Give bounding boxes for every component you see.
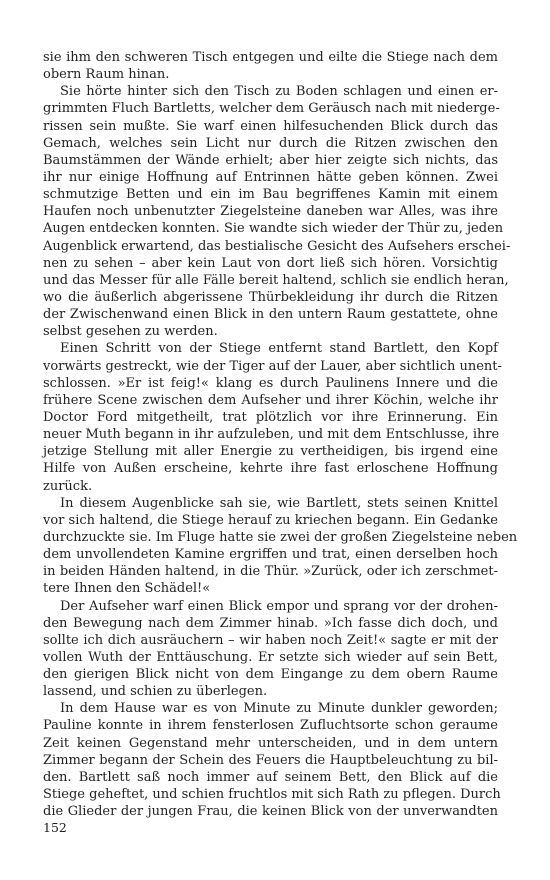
page-number: 152 bbox=[43, 820, 67, 835]
text-line: grimmten Fluch Bartletts, welcher dem Geräusch nach mit niederge- bbox=[43, 101, 500, 117]
text-line: Einen Schritt von der Stiege entfernt stand Bartlett, den Kopf bbox=[60, 341, 498, 357]
text-line: durchzuckte sie. Im Fluge hatte sie zwei der großen Ziegelsteine neben bbox=[43, 529, 518, 545]
text-line: Sie hörte hinter sich den Tisch zu Boden schlagen und einen er- bbox=[60, 84, 498, 100]
text-line: Pauline konnte in ihrem fensterlosen Zufluchtsorte schon geraume bbox=[43, 718, 498, 734]
text-line: In dem Hause war es von Minute zu Minute dunkler geworden; bbox=[60, 701, 498, 717]
text-line: wo die äußerlich abgerissene Thürbekleidung ihr durch die Ritzen bbox=[43, 289, 498, 305]
text-line: schmutzige Betten und ein im Bau begriffenes Kamin mit einem bbox=[43, 187, 498, 203]
text-line: und das Messer für alle Fälle bereit haltend, schlich sie endlich heran, bbox=[43, 272, 509, 288]
text-line: ihr nur einige Hoffnung auf Entrinnen hätte geben können. Zwei bbox=[43, 169, 498, 185]
text-line: zurück. bbox=[43, 478, 93, 494]
text-line: Augenblick erwartend, das bestialische Gesicht des Aufsehers erschei- bbox=[43, 238, 511, 254]
text-line: die Glieder der jungen Frau, die keinen Blick von der unverwandten bbox=[43, 804, 498, 820]
text-line: Stiege geheftet, und schien fruchtlos mit sich Rath zu pflegen. Durch bbox=[43, 787, 501, 803]
text-line: rissen sein mußte. Sie warf einen hilfesuchenden Blick durch das bbox=[43, 118, 498, 134]
text-line: frühere Scene zwischen dem Aufseher und ihrer Köchin, welche ihr bbox=[43, 392, 498, 408]
text-line: den gierigen Blick nicht von dem Eingange zu dem obern Raume bbox=[43, 667, 498, 683]
text-line: lassend, und schien zu überlegen. bbox=[43, 684, 268, 700]
text-line: schlossen. »Er ist feig!« klang es durch Paulinens Innere und die bbox=[43, 375, 498, 391]
text-line: den. Bartlett saß noch immer auf seinem Bett, den Blick auf die bbox=[43, 769, 498, 785]
text-line: Zimmer begann der Schein des Feuers die Hauptbeleuchtung zu bil- bbox=[43, 752, 498, 768]
text-line: In diesem Augenblicke sah sie, wie Bartlett, stets seinen Knittel bbox=[60, 495, 498, 511]
text-line: vollen Wuth der Enttäuschung. Er setzte sich wieder auf sein Bett, bbox=[43, 649, 498, 665]
text-line: obern Raum hinan. bbox=[43, 67, 170, 83]
text-line: sollte ich dich ausräuchern – wir haben noch Zeit!« sagte er mit der bbox=[43, 632, 498, 648]
text-line: tere Ihnen den Schädel!« bbox=[43, 581, 211, 597]
text-line: den Bewegung nach dem Zimmer hinab. »Ich fasse dich doch, und bbox=[43, 615, 498, 631]
text-line: Gemach, welches sein Licht nur durch die Ritzen zwischen den bbox=[43, 135, 498, 151]
text-line: neuer Muth begann in ihr aufzuleben, und mit dem Entschlusse, ihre bbox=[43, 427, 500, 443]
text-line: nen zu sehen – aber kein Laut von dort ließ sich hören. Vorsichtig bbox=[43, 255, 498, 271]
text-line: dem unvollendeten Kamine ergriffen und trat, einen derselben hoch bbox=[43, 547, 498, 563]
text-line: vor sich haltend, die Stiege herauf zu kriechen begann. Ein Gedanke bbox=[43, 512, 498, 528]
text-line: Haufen noch unbenutzter Ziegelsteine daneben war Alles, was ihre bbox=[43, 204, 498, 220]
text-line: Doctor Ford mitgetheilt, trat plötzlich vor ihre Erinnerung. Ein bbox=[43, 409, 498, 425]
text-line: Der Aufseher warf einen Blick empor und sprang vor der drohen- bbox=[60, 598, 498, 614]
text-line: der Zwischenwand einen Blick in den untern Raum gestattete, ohne bbox=[43, 307, 498, 323]
text-line: Augen entdecken konnten. Sie wandte sich wieder der Thür zu, jeden bbox=[43, 221, 504, 237]
body-text bbox=[43, 49, 518, 820]
text-line: in beiden Händen haltend, in die Thür. »Zurück, oder ich zerschmet- bbox=[43, 564, 498, 580]
text-line: vorwärts gestreckt, wie der Tiger auf der Lauer, aber sichtlich unent- bbox=[43, 358, 502, 374]
text-line: jetzige Stellung mit aller Energie zu vertheidigen, bis irgend eine bbox=[43, 444, 498, 460]
text-line: Baumstämmen der Wände erhielt; aber hier zeigte sich nichts, das bbox=[43, 152, 498, 168]
text-line: selbst gesehen zu werden. bbox=[43, 324, 218, 340]
text-line: Zeit keinen Gegenstand mehr unterscheiden, und in dem untern bbox=[43, 735, 498, 751]
text-line: sie ihm den schweren Tisch entgegen und eilte die Stiege nach dem bbox=[43, 50, 498, 65]
text-line: Hilfe von Außen erscheine, kehrte ihre fast erloschene Hoffnung bbox=[43, 461, 498, 477]
